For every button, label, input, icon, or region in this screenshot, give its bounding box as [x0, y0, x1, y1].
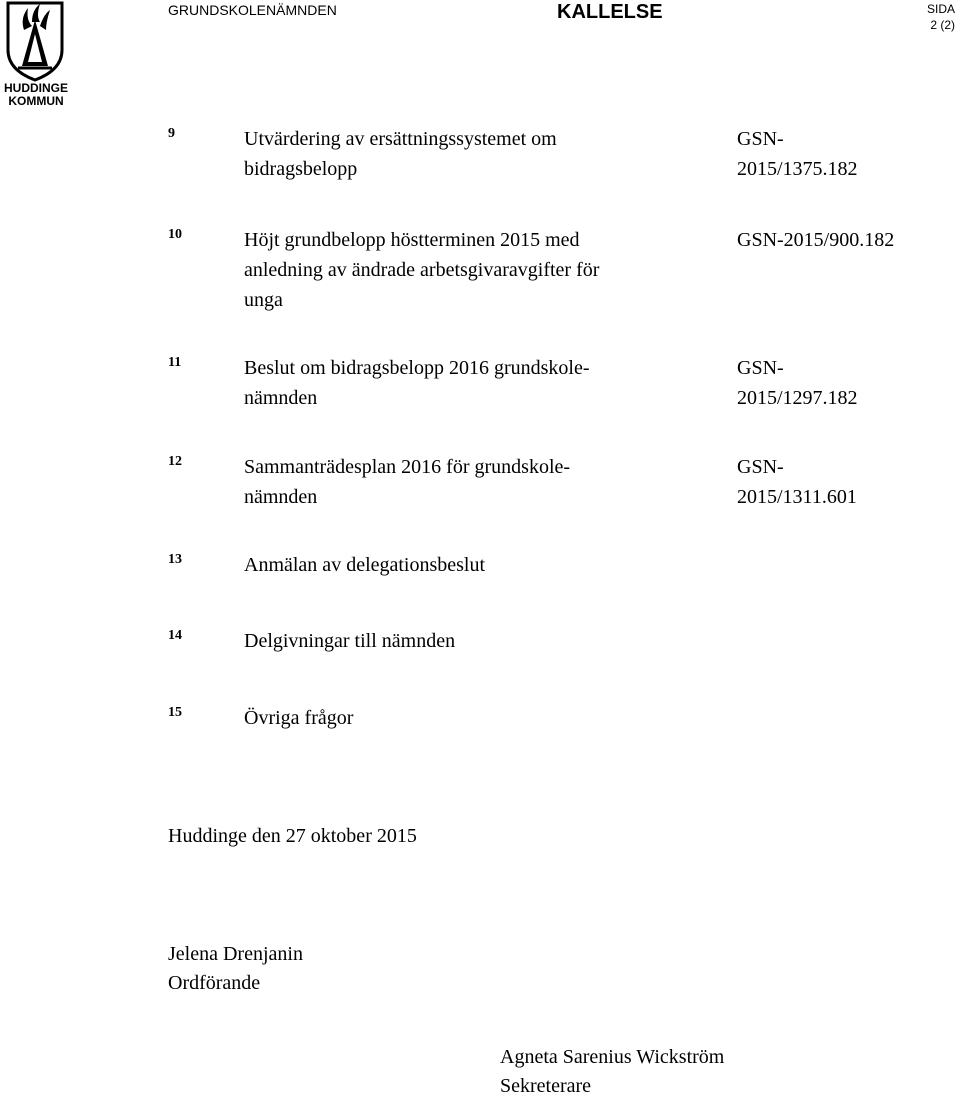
case-reference: [737, 353, 937, 413]
agenda-item-number: 9: [168, 126, 175, 141]
title-line: Utvärdering av ersättningssystemet om: [244, 128, 557, 150]
title-line: Höjt grundbelopp höstterminen 2015 med: [244, 229, 580, 251]
signatory-role: Sekreterare: [500, 1075, 592, 1097]
ref-line: GSN-: [737, 357, 784, 379]
huddinge-logo: [2, 0, 68, 108]
agenda-item-number: 15: [168, 705, 182, 720]
title-line: nämnden: [244, 387, 318, 409]
title-line: nämnden: [244, 486, 318, 508]
title-line: Anmälan av delegationsbeslut: [244, 554, 486, 576]
signatory-role: Ordförande: [168, 972, 261, 994]
agenda-item-number: 10: [168, 227, 182, 242]
agenda-item-title: [244, 550, 664, 580]
title-line: Beslut om bidragsbelopp 2016 grundskole-: [244, 357, 590, 379]
document-type: KALLELSE: [557, 1, 663, 23]
title-line: unga: [244, 289, 283, 311]
agenda-item-title: [244, 353, 664, 413]
agenda-item-title: [244, 225, 664, 315]
case-reference: [737, 124, 937, 184]
ref-line: 2015/1297.182: [737, 387, 858, 409]
agenda-item-number: 11: [168, 355, 182, 370]
ref-line: GSN-: [737, 456, 784, 478]
logo-text-line-1: HUDDINGE: [3, 81, 68, 95]
ref-line: 2015/1311.601: [737, 486, 857, 508]
agenda-item-number: 14: [168, 628, 182, 643]
agenda-item-title: [244, 703, 664, 733]
signatory-name: Agneta Sarenius Wickström: [500, 1046, 725, 1068]
ref-line: GSN-2015/900.182: [737, 229, 895, 251]
ref-line: 2015/1375.182: [737, 158, 858, 180]
page-value: 2 (2): [930, 18, 955, 32]
ref-line: GSN-: [737, 128, 784, 150]
signature-chair: [168, 940, 303, 998]
coat-of-arms-icon: [2, 0, 68, 82]
title-line: Sammanträdesplan 2016 för grundskole-: [244, 456, 571, 478]
title-line: bidragsbelopp: [244, 158, 358, 180]
agenda-item-number: 13: [168, 552, 182, 567]
title-line: Övriga frågor: [244, 707, 354, 729]
committee-name: GRUNDSKOLENÄMNDEN: [168, 2, 337, 18]
page-indicator: [927, 1, 955, 33]
case-reference: [737, 225, 937, 255]
case-reference: [737, 452, 937, 512]
logo-text-line-2: KOMMUN: [8, 94, 64, 108]
signature-secretary: [500, 1043, 724, 1101]
title-line: Delgivningar till nämnden: [244, 630, 456, 652]
agenda-item-title: [244, 626, 664, 656]
page-label: SIDA: [926, 2, 955, 16]
agenda-item-number: 12: [168, 454, 182, 469]
place-and-date: Huddinge den 27 oktober 2015: [168, 825, 417, 847]
title-line: anledning av ändrade arbetsgivaravgifter för: [244, 259, 600, 281]
agenda-item-title: [244, 452, 664, 512]
signatory-name: Jelena Drenjanin: [168, 943, 303, 965]
agenda-item-title: [244, 124, 664, 184]
